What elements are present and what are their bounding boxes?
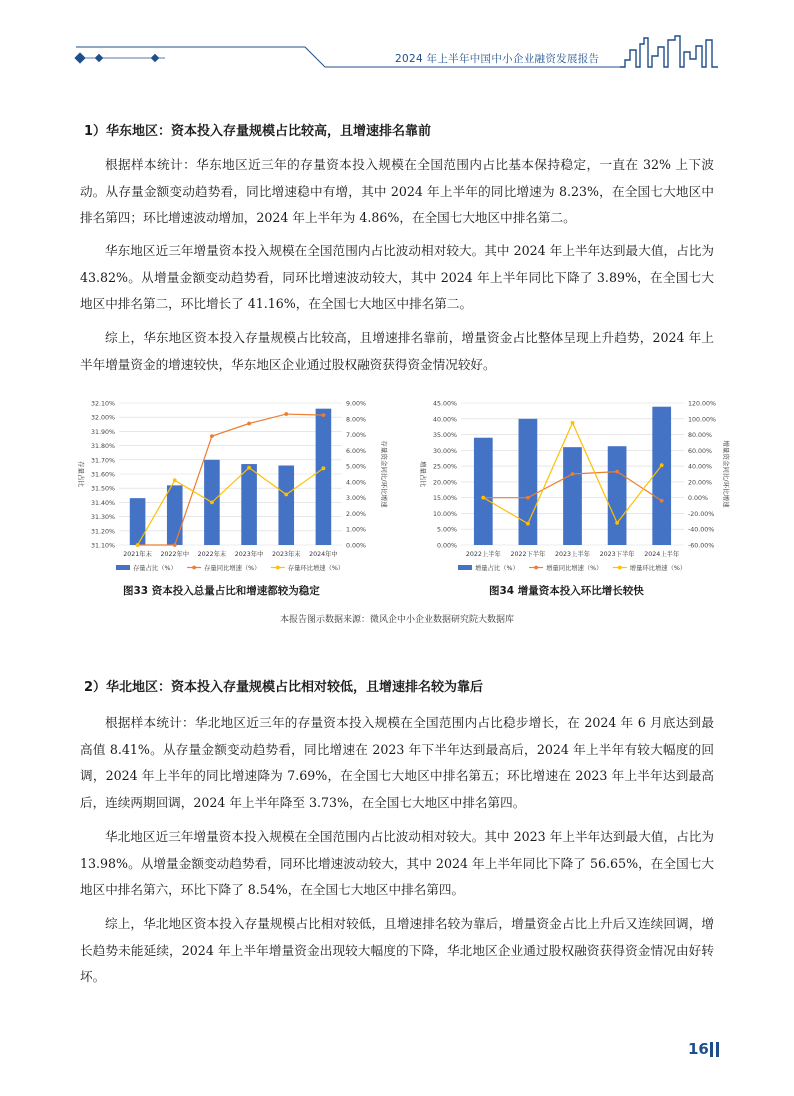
legend-swatch [618,566,622,570]
y-tick-label: 40.00% [432,416,457,424]
y-tick-label: 31.50% [90,485,115,493]
legend-swatch [458,565,472,570]
y-tick-label: 31.10% [90,542,115,550]
bar [167,485,183,545]
y-tick-label: 10.00% [432,510,457,518]
bar [130,498,146,545]
chart-incremental-capital [414,393,732,581]
series-point [210,434,214,438]
legend-label: 增量占比（%） [475,565,519,572]
chart-caption-34: 图34 增量资本投入环比增长较快 [489,585,644,597]
y2-tick-label: 80.00% [688,432,713,440]
series-point [247,422,251,426]
x-tick-label: 2022年中 [160,551,190,558]
x-tick-label: 2023年中 [234,551,264,558]
y2-tick-label: 8.00% [346,416,367,424]
series-point [136,543,140,547]
series-point [173,543,177,547]
x-tick-label: 2024上半年 [644,551,680,558]
y-tick-label: 35.00% [432,432,457,440]
series-point [210,501,214,505]
y2-tick-label: 0.00% [346,542,367,550]
chart-stock-capital [72,393,390,581]
series-point [526,522,530,526]
y2-tick-label: 60.00% [688,447,713,455]
series-point [615,470,619,474]
series-line [138,414,324,545]
bar [652,407,671,545]
y-tick-label: 32.10% [90,400,115,408]
paragraph: 综上，华北地区资本投入存量规模占比相对较低，且增速排名较为靠后，增量资金占比上升后又连续回调，增长趋势未能延续，2024 年上半年增量资金出现较大幅度的下降，华北地区企业通过股权融资获得资金情况由好转坏。 [80,916,714,984]
y2-tick-label: 6.00% [346,447,367,455]
series-point [322,413,326,417]
y-tick-label: 25.00% [432,463,457,471]
series-point [284,493,288,497]
y-tick-label: 30.00% [432,447,457,455]
paragraph: 华北地区近三年增量资本投入规模在全国范围内占比波动相对较大。其中 2023 年上半年达到最大值，占比为 13.98%。从增量金额变动趋势看，同环比增速波动较大，其中 2024 年上半年同比下降了 56.65%，在全国七大地区中排名第六，环比下降了 8.54%，在全国七大地区中排名第四。 [80,829,714,897]
bar [608,446,627,545]
y-tick-label: 31.70% [90,457,115,465]
y2-tick-label: 1.00% [346,526,367,534]
y-axis-label: 增量占比 [419,461,427,487]
y-tick-label: 31.80% [90,443,115,451]
y-tick-label: 45.00% [432,400,457,408]
bar [278,465,294,545]
y2-tick-label: 120.00% [688,400,717,408]
y2-tick-label: 9.00% [346,400,367,408]
bar [241,464,257,545]
paragraph: 华东地区近三年增量资本投入规模在全国范围内占比波动相对较大。其中 2024 年上半年达到最大值，占比为 43.82%。从增量金额变动趋势看，同环比增速波动较大，其中 2024 年上半年同比下降了 3.89%，在全国七大地区中排名第二，环比增长了 41.16%，在全国七大地区中排名第二。 [80,243,714,311]
y-tick-label: 31.20% [90,528,115,536]
legend-label: 存量占比（%） [133,565,177,572]
y2-axis-label: 增量资金同比/环比增速 [722,440,730,508]
x-tick-label: 2022下半年 [510,551,546,558]
legend-swatch [276,566,280,570]
y-tick-label: 0.00% [436,542,457,550]
y2-tick-label: 2.00% [346,510,367,518]
bar [316,409,332,545]
section-title-north: 2）华北地区：资本投入存量规模占比相对较低，且增速排名较为靠后 [84,680,484,695]
legend-label: 存量同比增速（%） [204,565,261,572]
x-tick-label: 2023下半年 [599,551,635,558]
bar [519,419,538,545]
y2-tick-label: 0.00% [688,495,709,503]
header-title: 2024 年上半年中国中小企业融资发展报告 [395,53,600,65]
x-tick-label: 2024年中 [309,551,338,558]
series-point [571,421,575,425]
y2-tick-label: 100.00% [688,416,717,424]
page-number: 16 [688,1040,709,1058]
series-point [284,412,288,416]
series-point [173,478,177,482]
y2-axis-label: 存量资金同比/环比增速 [380,440,388,508]
legend-label: 增量环比增速（%） [629,565,687,572]
legend-label: 增量同比增速（%） [546,565,603,572]
page-number-bar [716,1042,719,1057]
series-point [322,466,326,470]
paragraph: 根据样本统计：华北地区近三年的存量资本投入规模在全国范围内占比稳步增长，在 2024 年 6 月底达到最高值 8.41%。从存量金额变动趋势看，同比增速在 2023 年下半年达到最高后，2024 年上半年有较大幅度的回调，2024 年上半年的同比增速降为 7.69%，在全国七大地区中排名第五；环比增速在 2023 年上半年达到最高后，连续两期回调，2024 年上半年降至 3.73%，在全国七大地区中排名第四。 [80,715,714,810]
series-point [526,496,530,500]
chart-caption-33: 图33 资本投入总量占比和增速都较为稳定 [123,585,320,597]
x-tick-label: 2021年末 [123,551,152,558]
y2-tick-label: -60.00% [688,542,715,550]
y2-tick-label: 20.00% [688,479,713,487]
y-tick-label: 32.00% [90,414,115,422]
y2-tick-label: 7.00% [346,432,367,440]
bar [563,447,582,545]
y-tick-label: 15.00% [432,495,457,503]
bar [474,438,493,545]
series-point [247,466,251,470]
y2-tick-label: -20.00% [688,510,715,518]
x-tick-label: 2023年末 [271,551,301,558]
y-axis-label: 存量占比 [77,461,85,487]
y-tick-label: 31.60% [90,471,115,479]
legend-swatch [116,565,130,570]
y-tick-label: 5.00% [436,526,457,534]
series-point [660,499,664,503]
y-tick-label: 31.40% [90,499,115,507]
city-skyline-icon [620,36,718,67]
y-tick-label: 31.90% [90,428,115,436]
page-header-decoration [0,0,794,80]
series-point [615,521,619,525]
y-tick-label: 20.00% [432,479,457,487]
y2-tick-label: 4.00% [346,479,367,487]
legend-swatch [534,566,538,570]
legend-swatch [192,566,196,570]
series-point [481,496,485,500]
x-tick-label: 2022年末 [197,551,227,558]
series-line [138,468,324,545]
section-title-east: 1）华东地区：资本投入存量规模占比较高，且增速排名靠前 [84,124,432,139]
y2-tick-label: 40.00% [688,463,713,471]
paragraph: 综上，华东地区资本投入存量规模占比较高，且增速排名靠前，增量资金占比整体呈现上升趋势，2024 年上半年增量资金的增速较快，华东地区企业通过股权融资获得资金情况较好。 [80,330,714,372]
y2-tick-label: -40.00% [688,526,715,534]
x-tick-label: 2023上半年 [555,551,590,558]
y2-tick-label: 5.00% [346,463,367,471]
paragraph: 根据样本统计：华东地区近三年的存量资本投入规模在全国范围内占比基本保持稳定，一直在 32% 上下波动。从存量金额变动趋势看，同比增速稳中有增，其中 2024 年上半年的同比增速为 8.23%，在全国七大地区中排名第四；环比增速波动增加，2024 年上半年为 4.86%，在全国七大地区中排名第二。 [80,157,714,225]
series-point [660,463,664,467]
y2-tick-label: 3.00% [346,495,367,503]
legend-label: 存量环比增速（%） [287,565,345,572]
page-number-bar [710,1042,713,1057]
x-tick-label: 2022上半年 [465,551,501,558]
series-point [571,472,575,476]
y-tick-label: 31.30% [90,514,115,522]
source-note: 本报告图示数据来源：微风企中小企业数据研究院大数据库 [279,615,514,625]
